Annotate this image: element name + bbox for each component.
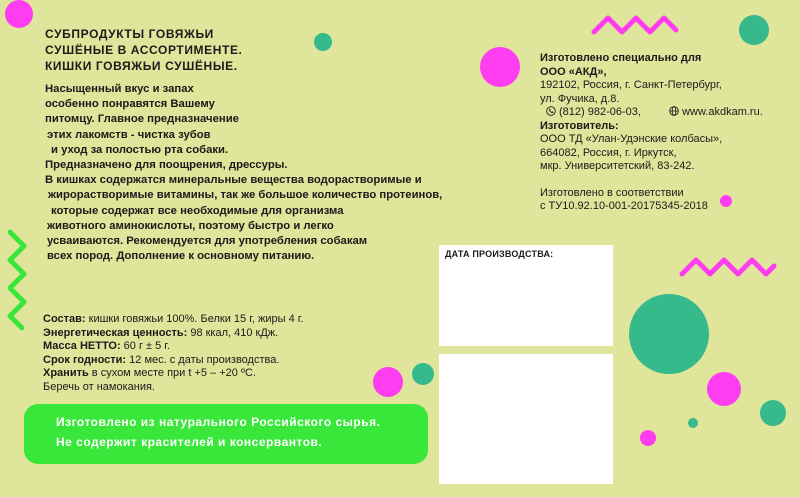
phone-number: (812) 982-06-03,: [559, 106, 641, 118]
description-line: В кишках содержатся минеральные вещества водорастворимые и: [45, 174, 422, 187]
producer-line: ООО ТД «Улан-Удэнские колбасы»,: [540, 133, 723, 145]
fact-value: в сухом месте при t +5 – +20 ºС.: [88, 367, 256, 380]
fact-value: 98 ккал, 410 кДж.: [187, 326, 279, 339]
fact-row: [43, 381, 403, 395]
description-line: животного аминокислоты, поэтому быстро и легко: [47, 219, 334, 232]
production-date-box: [439, 245, 613, 346]
pink-circle-decoration: [640, 430, 656, 446]
description-line: питомцу. Главное предназначение: [45, 113, 239, 126]
description-line: усваиваются. Рекомендуется для употребления собакам: [47, 235, 368, 248]
fact-label: Срок годности:: [43, 353, 127, 366]
pink-circle-decoration: [707, 372, 741, 406]
standard-line: с ТУ10.92.10-001-20175345-2018: [540, 200, 708, 212]
standard-line: Изготовлено в соответствии: [540, 186, 684, 199]
fact-row: [43, 354, 403, 368]
product-description: [45, 82, 465, 264]
teal-circle-decoration: [760, 400, 786, 426]
address-line: ул. Фучика, д.8.: [540, 92, 620, 105]
description-line: особенно понравятся Вашему: [45, 98, 215, 111]
product-facts: [43, 313, 403, 395]
producer-line: мкр. Университетский, 83-242.: [540, 160, 695, 172]
pink-circle-decoration: [5, 0, 33, 28]
description-line: этих лакомств - чистка зубов: [47, 128, 211, 141]
zigzag-decoration: [678, 252, 778, 284]
fact-label: Масса НЕТТО:: [43, 340, 121, 353]
address-line: 192102, Россия, г. Санкт-Петербург,: [540, 79, 722, 91]
title-line: СУБПРОДУКТЫ ГОВЯЖЬИ: [45, 27, 214, 41]
banner-text: [56, 412, 380, 452]
made-for-label: Изготовлено специально для: [540, 52, 702, 64]
globe-icon: [669, 106, 679, 116]
description-line: всех пород. Дополнение к основному питанию.: [47, 250, 315, 263]
producer-line: 664082, Россия, г. Иркутск,: [540, 146, 677, 159]
phone-icon: [546, 106, 556, 116]
fact-row: [43, 367, 403, 381]
fact-value: 12 мес. с даты производства.: [126, 353, 280, 366]
producer-label: Изготовитель:: [540, 119, 619, 132]
fact-value: Беречь от намокания.: [43, 380, 155, 393]
production-date-label: ДАТА ПРОИЗВОДСТВА:: [445, 249, 554, 259]
banner-line: Изготовлено из натурального Российского сырья.: [56, 415, 381, 429]
banner-line: Не содержит красителей и консервантов.: [56, 435, 323, 449]
teal-circle-decoration: [688, 418, 698, 428]
product-title: [45, 26, 345, 74]
blank-print-box: [439, 354, 613, 484]
teal-circle-decoration: [412, 363, 434, 385]
fact-label: Энергетическая ценность:: [43, 326, 188, 339]
title-line: КИШКИ ГОВЯЖЬИ СУШЁНЫЕ.: [45, 59, 238, 73]
description-line: жирорастворимые витамины, так же большое количество протеинов,: [48, 189, 443, 202]
pink-circle-decoration: [480, 47, 520, 87]
description-line: Предназначено для поощрения, дрессуры.: [45, 159, 288, 172]
website-link[interactable]: www.akdkam.ru.: [682, 106, 763, 118]
manufacturer-info: [540, 52, 790, 214]
description-line: которые содержат все необходимые для организма: [51, 204, 344, 217]
fact-row: [43, 313, 403, 327]
natural-ingredients-banner: [24, 404, 428, 464]
company-name: ООО «АКД»,: [540, 65, 607, 78]
teal-circle-decoration: [629, 294, 709, 374]
zigzag-decoration: [0, 228, 30, 332]
fact-label: Состав:: [43, 313, 86, 325]
description-line: и уход за полостью рта собаки.: [51, 143, 229, 156]
fact-row: [43, 340, 403, 354]
fact-label: Хранить: [43, 367, 89, 380]
title-line: СУШЁНЫЕ В АССОРТИМЕНТЕ.: [45, 43, 243, 57]
fact-row: [43, 327, 403, 341]
teal-circle-decoration: [739, 15, 769, 45]
description-line: Насыщенный вкус и запах: [45, 83, 194, 95]
fact-value: кишки говяжьи 100%. Белки 15 г, жиры 4 г.: [85, 313, 304, 325]
zigzag-decoration: [590, 8, 680, 40]
fact-value: 60 г ± 5 г.: [120, 340, 171, 353]
contact-line: [540, 106, 790, 120]
